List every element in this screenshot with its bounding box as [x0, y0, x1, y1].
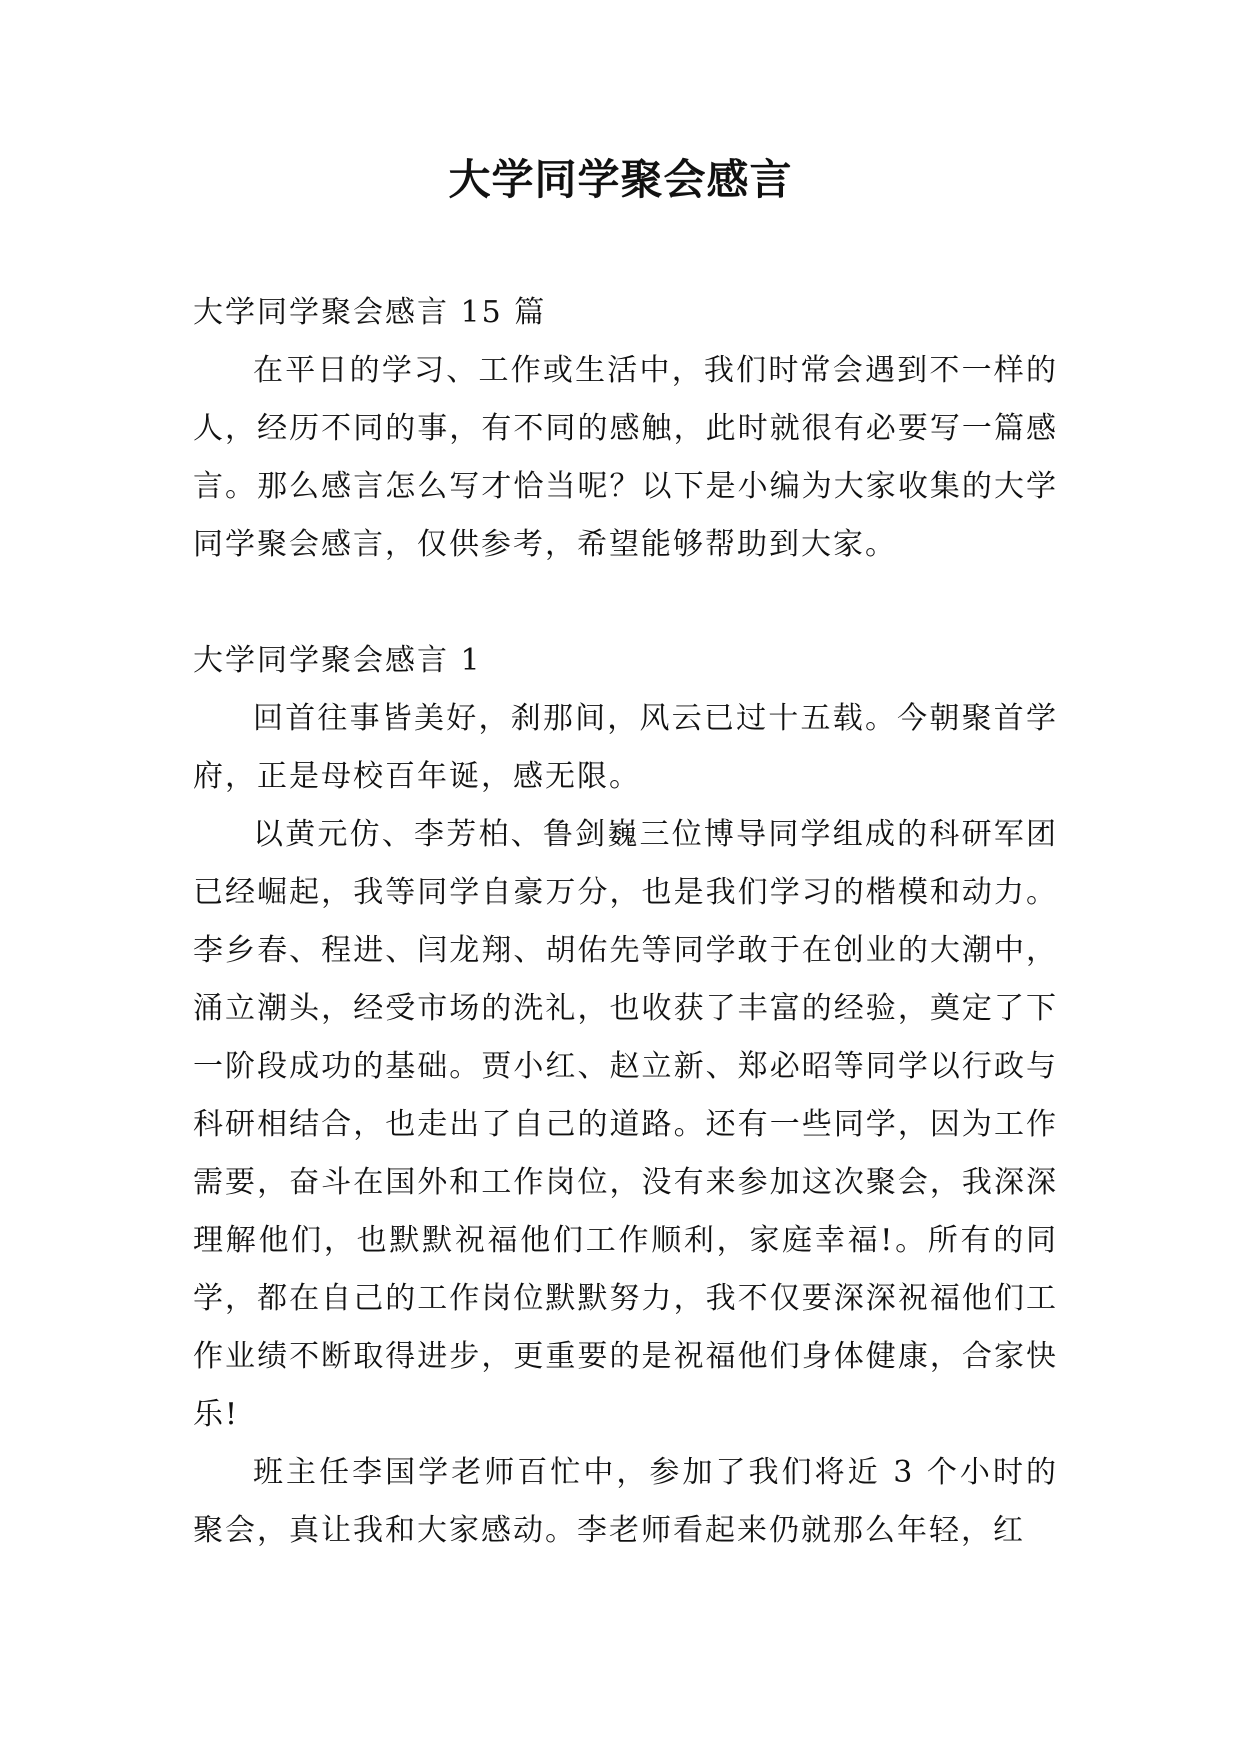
section-spacer: [193, 574, 1058, 632]
document-body: [193, 284, 1058, 1560]
body-paragraph: 以黄元仿、李芳柏、鲁剑巍三位博导同学组成的科研军团已经崛起，我等同学自豪万分，也是我们学习的楷模和动力。李乡春、程进、闫龙翔、胡佑先等同学敢于在创业的大潮中，涌立潮头，经受市场的洗礼，也收获了丰富的经验，奠定了下一阶段成功的基础。贾小红、赵立新、郑必昭等同学以行政与科研相结合，也走出了自己的道路。还有一些同学，因为工作需要，奋斗在国外和工作岗位，没有来参加这次聚会，我深深理解他们，也默默祝福他们工作顺利，家庭幸福!。所有的同学，都在自己的工作岗位默默努力，我不仅要深深祝福他们工作业绩不断取得进步，更重要的是祝福他们身体健康，合家快乐!: [193, 817, 1058, 1432]
intro-paragraph: 在平日的学习、工作或生活中，我们时常会遇到不一样的人，经历不同的事，有不同的感触，此时就很有必要写一篇感言。那么感言怎么写才恰当呢？以下是小编为大家收集的大学同学聚会感言，仅供参考，希望能够帮助到大家。: [193, 353, 1058, 562]
body-paragraph: 班主任李国学老师百忙中，参加了我们将近 3 个小时的聚会，真让我和大家感动。李老师看起来仍就那么年轻，红: [193, 1455, 1058, 1548]
intro-heading: 大学同学聚会感言 15 篇: [193, 295, 547, 330]
document-title: 大学同学聚会感言: [448, 155, 793, 204]
section-heading: 大学同学聚会感言 1: [193, 643, 482, 678]
body-paragraph: 回首往事皆美好，刹那间，风云已过十五载。今朝聚首学府，正是母校百年诞，感无限。: [193, 701, 1058, 794]
